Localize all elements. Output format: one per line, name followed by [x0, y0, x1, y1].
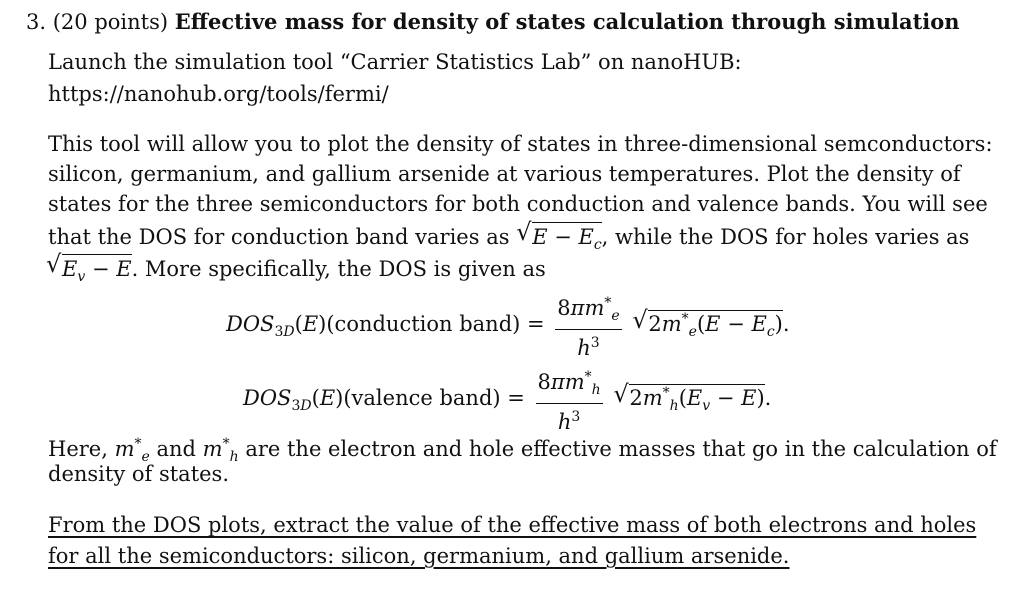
problem-points: (20 points)	[52, 10, 169, 34]
task-line-2: for all the semiconductors: silicon, germanium, and gallium arsenide.	[48, 544, 790, 568]
paragraph-line-1: This tool will allow you to plot the density of states in three-dimensional semconductors:	[48, 132, 993, 156]
intro-line: Launch the simulation tool “Carrier Statistics Lab” on nanoHUB:	[48, 50, 742, 74]
problem-title: Effective mass for density of states calculation through simulation	[174, 9, 960, 34]
problem-heading	[26, 8, 960, 36]
paragraph-line-3: states for the three semiconductors for both conduction and valence bands. You will see	[48, 192, 988, 216]
sqrt-ev-minus-e: √ $E_v - E$	[46, 254, 132, 291]
equation-valence-band: $DOS_{3D}(E)(valence$ band) = $\frac{8\pi m^*_h}{h^3}$ √ $2m^*_h(E_v - E)$.	[243, 364, 771, 435]
sqrt-e-minus-ec: √ $E - E_c$	[516, 222, 601, 259]
problem-number: 3.	[26, 10, 47, 34]
definition-line-2: density of states.	[48, 462, 230, 486]
paragraph-line-5: √ $E_v - E$. More specifically, the DOS is given as	[46, 254, 546, 291]
tool-link[interactable]: https://nanohub.org/tools/fermi/	[48, 82, 389, 106]
definition-line-1: Here, $m^*_e$ and $m^*_h$ are the electron and hole effective masses that go in the calculation of	[48, 436, 997, 465]
task-line-1: From the DOS plots, extract the value of the effective mass of both electrons and holes	[48, 513, 977, 537]
paragraph-line-4: that the DOS for conduction band varies as √ $E - E_c$, while the DOS for holes varies as	[48, 222, 969, 259]
paragraph-line-2: silicon, germanium, and gallium arsenide at various temperatures. Plot the density of	[48, 162, 961, 186]
equation-conduction-band: $DOS_{3D}(E)(conduction$ band) = $\frac{8\pi m^*_e}{h^3}$ √ $2m^*_e(E - E_c)$.	[226, 290, 790, 361]
